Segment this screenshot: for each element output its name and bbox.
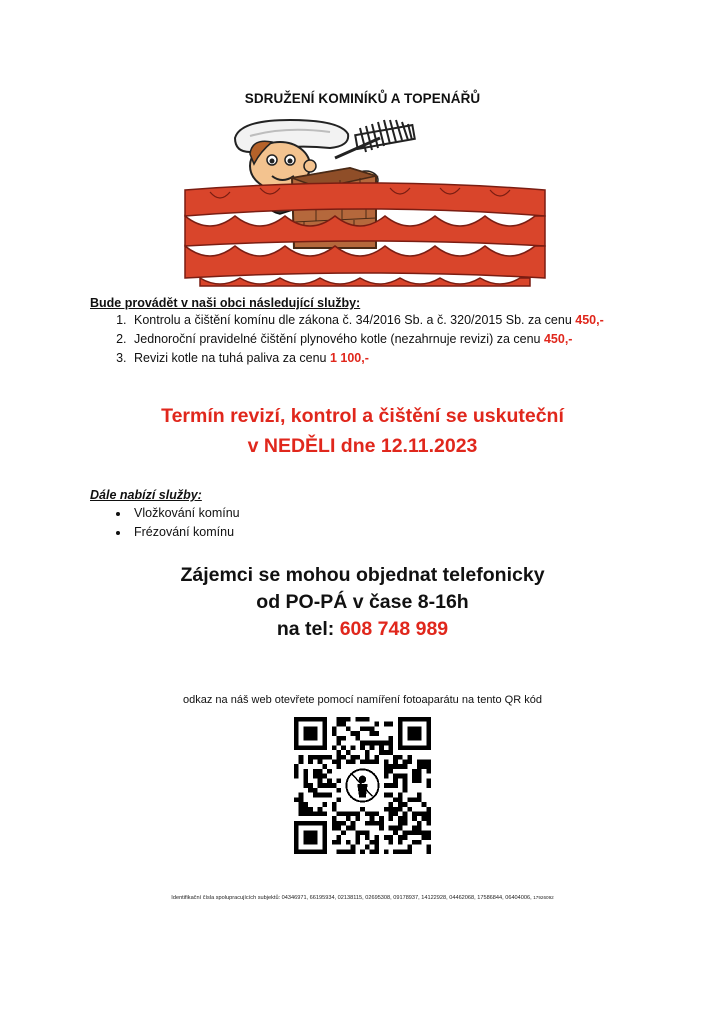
sweep-logo-icon (344, 767, 382, 805)
service-text: Jednoroční pravidelné čištění plynového kotle (nezahrnuje revizi) za cenu (134, 332, 544, 346)
contact-line-1: Zájemci se mohou objednat telefonicky (180, 564, 545, 586)
services-heading: Bude provádět v naši obci následující služby: (90, 296, 361, 310)
chimney-sweep-illustration (180, 118, 550, 288)
roof-tiles-icon (185, 183, 545, 286)
event-line-2: v NEDĚLI dne 12.11.2023 (247, 435, 478, 457)
footer-text: Identifikační čísla spolupracujících subjektů: 04346971, 66195934, 02138115, 02695308, 09178937, 14122928, 04462068, 17586844, 06404006, (171, 895, 534, 901)
footer-small-id: 17926092 (533, 895, 554, 900)
list-item: • Vložkování komínu (130, 506, 240, 521)
contact-line-2: od PO-PÁ v čase 8-16h (256, 591, 469, 613)
footer-ids (0, 895, 725, 901)
more-services-section (90, 488, 240, 544)
event-announcement (0, 401, 725, 461)
services-section (90, 296, 690, 370)
event-line-1: Termín revizí, kontrol a čištění se uskuteční (161, 405, 564, 427)
list-item (130, 313, 690, 328)
service-text: Kontrolu a čištění komínu dle zákona č. 34/2016 Sb. a č. 320/2015 Sb. za cenu (134, 313, 576, 327)
list-item (130, 332, 690, 347)
service-price: 1 100,- (329, 351, 369, 365)
contact-line-3 (0, 616, 725, 643)
services-list (90, 313, 690, 366)
contact-section (0, 562, 725, 643)
service-text: Revizi kotle na tuhá paliva za cenu (134, 351, 330, 365)
qr-note: odkaz na náš web otevřete pomocí namíření fotoaparátu na tento QR kód (183, 694, 542, 706)
phone-number[interactable]: 608 748 989 (339, 618, 449, 640)
list-item: • Frézování komínu (130, 525, 240, 540)
page-title: SDRUŽENÍ KOMINÍKŮ A TOPENÁŘŮ (244, 91, 481, 106)
more-services-heading: Dále nabízí služby: (90, 488, 202, 502)
service-price: 450,- (543, 332, 573, 346)
qr-code-icon[interactable] (294, 717, 431, 854)
service-price: 450,- (575, 313, 604, 327)
list-item (130, 351, 690, 366)
phone-prefix: na tel: (276, 618, 340, 640)
more-services-list (90, 506, 240, 540)
